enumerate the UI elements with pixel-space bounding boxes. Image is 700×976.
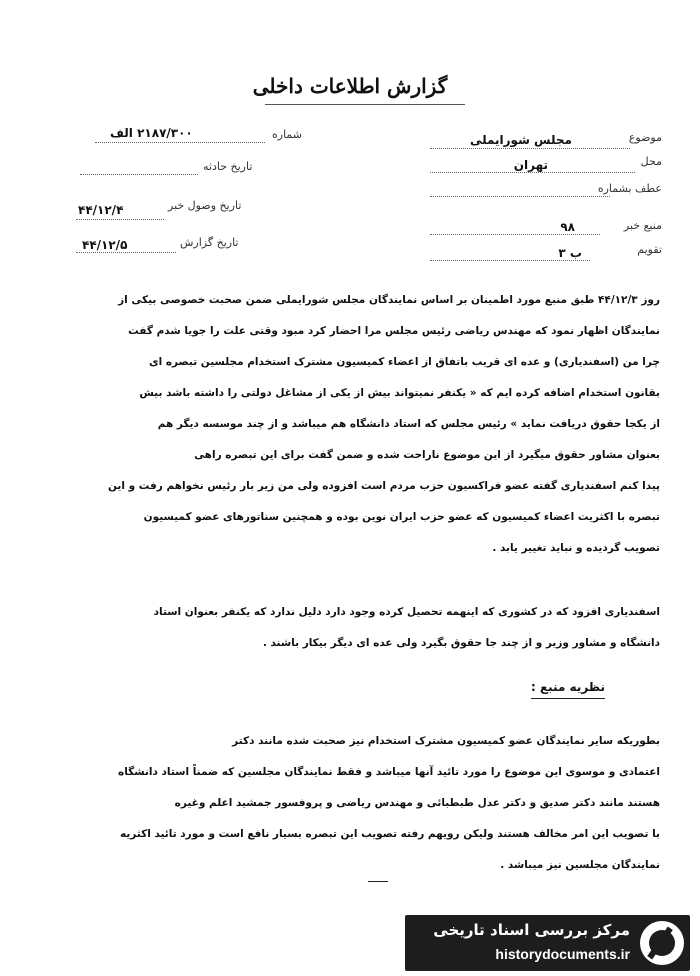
place-value: تهران <box>513 158 548 172</box>
body-line: از یکجا حقوق دریافت نماید » رئیس مجلس که استاد دانشگاه هم میباشد و از چند موسسه دیگر هم <box>157 418 660 430</box>
source-dotline <box>430 234 600 235</box>
rating-label: تقویم <box>637 243 662 256</box>
rating-value: ب ۳ <box>558 246 582 260</box>
report-date-value: ۴۴/۱۲/۵ <box>82 238 128 252</box>
body-line: پیدا کنم اسفندیاری گفته عضو فراکسیون حزب مردم است افزوده ولی من زیر بار رئیس نخواهم رفت و این <box>107 480 660 492</box>
watermark-title: مرکز بررسی اسناد تاریخی <box>433 921 630 939</box>
body-line: روز ۴۴/۱۲/۳ طبق منبع مورد اطمینان بر اساس نمایندگان مجلس شورایملی ضمن صحبت خصوصی بیکی از <box>118 294 660 306</box>
watermark-url: historydocuments.ir <box>495 946 630 962</box>
receipt-date-dotline <box>76 219 164 220</box>
number-dotline <box>95 142 265 143</box>
body-line: بقانون استخدام اضافه کرده ایم که « یکنفر نمیتواند بیش از یکی از مشاغل دولتی را داشته باشد بیش <box>139 387 660 399</box>
body-line: چرا من (اسفندیاری) و عده ای قریب باتفاق از اعضاء کمیسیون مشترک استخدام مجلسین تبصره ای <box>148 356 660 368</box>
place-dotline <box>430 172 635 173</box>
subject-label: موضوع <box>628 131 662 144</box>
watermark-banner <box>405 915 690 971</box>
archive-logo-icon <box>640 921 684 965</box>
source-value: ۹۸ <box>560 220 575 234</box>
opinion-line: با تصویب این امر مخالف هستند ولیکن رویهم رفته تصویب این تبصره بسیار نافع است و مورد تائید اکثریه <box>119 828 660 840</box>
number-value: ۲۱۸۷/۳۰۰ الف <box>110 126 193 140</box>
opinion-line: بطوریکه سایر نمایندگان عضو کمیسیون مشترک استخدام نیز صحبت شده مانند دکتر <box>232 735 660 747</box>
receipt-date-label: تاریخ وصول خبر <box>168 199 242 212</box>
end-dash <box>368 881 388 882</box>
rating-dotline <box>430 260 590 261</box>
body-line: اسفندیاری افزود که در کشوری که اینهمه تحصیل کرده وجود دارد دلیل ندارد که یکنفر بعنوان استاد <box>153 606 660 618</box>
body-line: نمایندگان اظهار نمود که مهندس ریاضی رئیس مجلس مرا احضار کرد مبود وقتی علت را جویا شدم گفت <box>128 325 660 337</box>
body-line: تبصره با اکثریت اعضاء کمیسیون که عضو حزب ایران نوین بوده و همچنین سناتورهای عضو کمیسیون <box>143 511 660 523</box>
reference-dotline <box>430 196 610 197</box>
title-underline <box>265 104 465 105</box>
opinion-heading: نظریه منبع : <box>531 680 605 699</box>
report-date-dotline <box>76 252 176 253</box>
number-label: شماره <box>272 128 303 141</box>
opinion-line: نمایندگان مجلسین نیز میباشد . <box>500 859 660 871</box>
opinion-line: هستند مانند دکتر صدیق و دکتر عدل طبطبائی و مهندس ریاضی و پروفسور جمشید اعلم وغیره <box>174 797 660 809</box>
event-date-label: تاریخ حادثه <box>203 160 253 173</box>
receipt-date-value: ۴۴/۱۲/۴ <box>78 203 124 217</box>
subject-dotline <box>430 148 630 149</box>
opinion-line: اعتمادی و موسوی این موضوع را مورد تائید آنها میباشد و فقط نمایندگان مجلسین که ضمناً استاد دانشگاه <box>118 766 660 778</box>
body-line: تصویب گردیده و نباید تغییر یابد . <box>492 542 660 554</box>
reference-label: عطف بشماره <box>597 182 662 195</box>
subject-value: مجلس شورایملی <box>469 133 572 147</box>
body-line: دانشگاه و مشاور وزیر و از چند جا حقوق بگیرد ولی عده ای دیگر بیکار باشند . <box>262 637 660 649</box>
report-date-label: تاریخ گزارش <box>180 236 239 249</box>
report-title: گزارش اطلاعات داخلی <box>252 74 448 98</box>
source-label: منبع خبر <box>623 219 662 232</box>
body-line: بعنوان مشاور حقوق میگیرد از این موضوع ناراحت شده و ضمن گفت برای این تبصره راهی <box>194 449 660 461</box>
event-date-dotline <box>80 174 198 175</box>
place-label: محل <box>640 155 662 168</box>
